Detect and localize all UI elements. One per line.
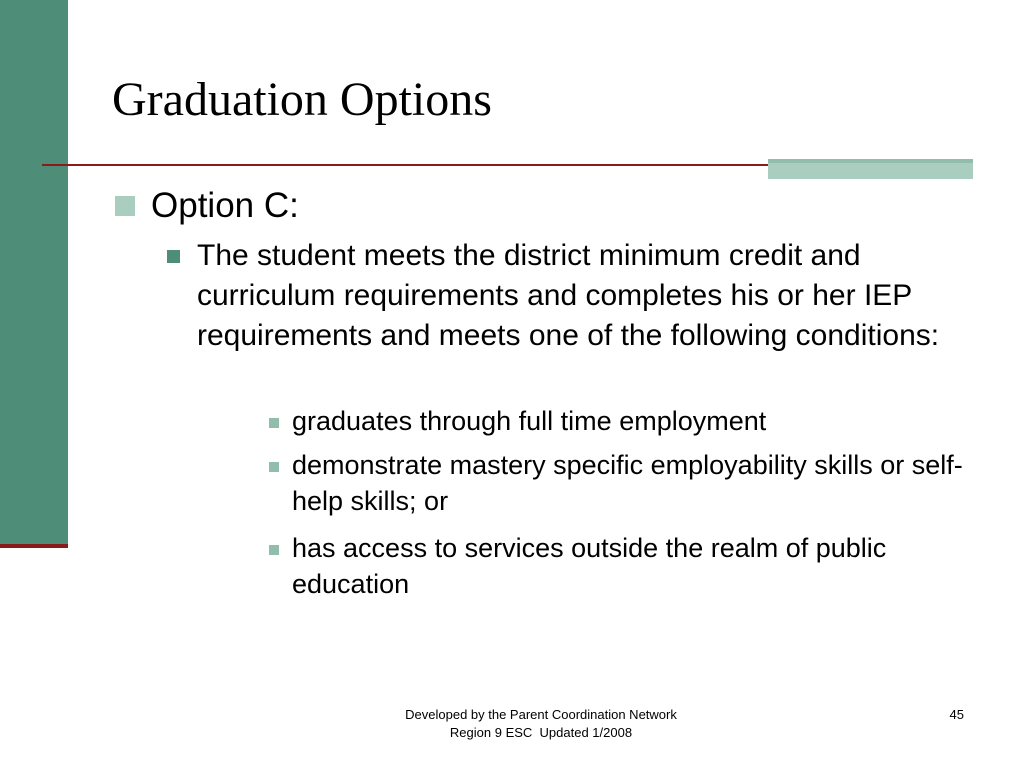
sub-bullet-employability-skills: demonstrate mastery specific employability skills or self-help skills; or [292,450,963,516]
left-side-bar [0,0,68,545]
square-bullet-icon [115,196,135,216]
slide-number: 45 [949,707,964,722]
bullet-option-c: Option C: [151,186,299,225]
footer-line-1: Developed by the Parent Coordination Network [405,707,677,722]
slide-title: Graduation Options [112,73,492,126]
slide-footer [341,706,741,742]
square-bullet-icon [269,418,279,428]
side-bar-underline [0,544,68,548]
square-bullet-icon [269,462,279,472]
footer-line-2: Region 9 ESC Updated 1/2008 [449,725,633,740]
accent-block [768,159,973,179]
square-bullet-icon [167,250,180,263]
bullet-student-requirements: The student meets the district minimum credit and curriculum requirements and completes his or her IEP requirements and meets one of the following conditions: [197,239,940,352]
square-bullet-icon [269,545,279,555]
sub-bullet-employment: graduates through full time employment [292,406,767,436]
sub-bullet-outside-services: has access to services outside the realm of public education [292,533,887,599]
